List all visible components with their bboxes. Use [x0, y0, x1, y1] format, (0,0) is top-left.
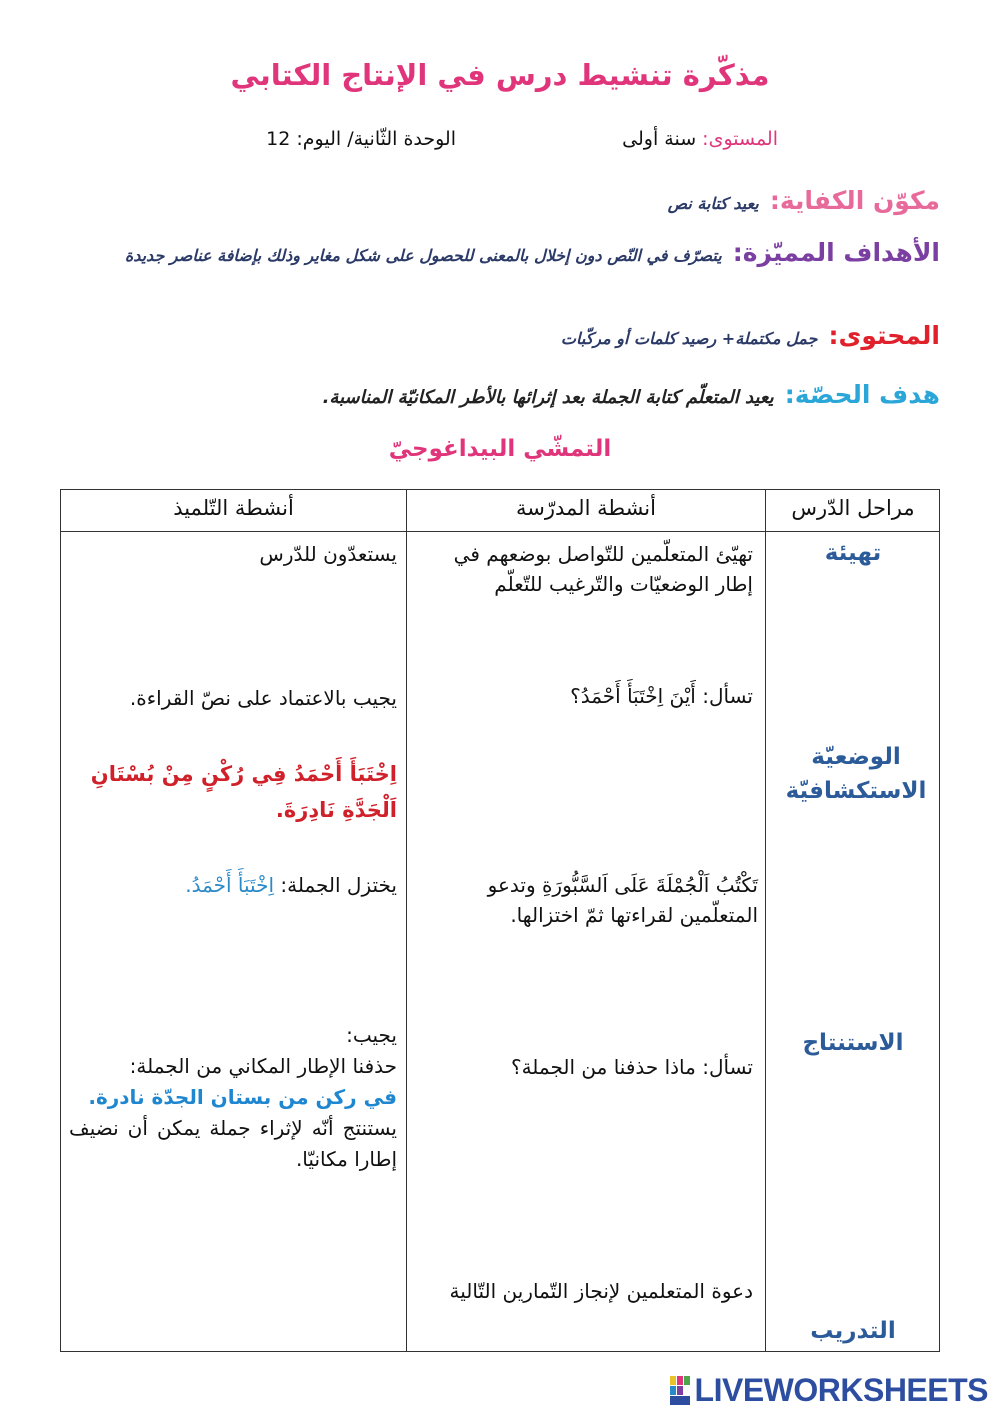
student-activity-ready: يستعدّون للدّرس: [259, 542, 397, 566]
deduction-conclusion: يستنتج أنّه لإثراء جملة يمكن أن نضيف إطارا مكانيّا.: [69, 1116, 397, 1171]
deduction-answer-intro: يجيب:: [346, 1023, 397, 1047]
level-value: سنة أولى: [622, 128, 703, 150]
stage-exploration: الوضعيّة الاستكشافيّة: [785, 744, 927, 804]
content-label: المحتوى:: [828, 321, 940, 350]
table-divider: [61, 531, 939, 532]
pedagogical-flow-title: التمشّي البيداغوجيّ: [388, 436, 612, 462]
student-activity-shorten: [69, 870, 397, 900]
teacher-activity-exercises: دعوة المتعلمين لإنجاز التّمارين التّالية: [449, 1279, 753, 1303]
goals-value: يتصرّف في النّص دون إخلال بالمعنى للحصول على شكل مغاير وذلك بإضافة عناصر جديدة: [124, 246, 722, 265]
student-activity-sentence: اِخْتَبَأَ أَحْمَدُ فِي رُكْنٍ مِنْ بُسْتَانِ اَلْجَدَّةِ نَادِرَةَ.: [90, 762, 397, 822]
goals-label: الأهداف المميّزة:: [732, 238, 940, 267]
lesson-table: [60, 489, 940, 1352]
deduction-answer-line: حذفنا الإطار المكاني من الجملة:: [129, 1054, 397, 1078]
session-goal-label: هدف الحصّة:: [784, 380, 940, 409]
teacher-activity-question: تسأل: أَيْنَ اِخْتَبَأَ أَحْمَدُ؟: [570, 684, 753, 708]
student-activity-answer: يجيب بالاعتماد على نصّ القراءة.: [129, 686, 397, 710]
level-line: [622, 128, 778, 150]
deduction-place-frame: في ركن من بستان الجدّة نادرة.: [88, 1085, 397, 1109]
stage-warmup: تهيئة: [824, 540, 882, 566]
header-teacher: أنشطة المدرّسة: [516, 496, 656, 520]
shorten-prefix: يختزل الجملة:: [274, 873, 397, 897]
teacher-activity-deduction-question: تسأل: ماذا حذفنا من الجملة؟: [510, 1055, 753, 1079]
competence-field: [668, 186, 940, 215]
session-goal-field: [323, 380, 940, 409]
content-field: [561, 321, 940, 350]
competence-label: مكوّن الكفاية:: [769, 186, 940, 215]
header-stages: مراحل الدّرس: [791, 496, 915, 520]
goals-field: [60, 236, 940, 273]
stage-training: التدريب: [810, 1318, 896, 1344]
header-student: أنشطة التّلميذ: [173, 496, 294, 520]
shorten-answer: اِخْتَبَأَ أَحْمَدُ.: [185, 873, 274, 897]
teacher-activity-warmup: تهيّئ المتعلّمين للتّواصل بوضعهم في إطار الوضعيّات والتّرغيب للتّعلّم: [453, 542, 753, 596]
teacher-activity-write-sentence: تَكْتُبُ اَلْجُمْلَةَ عَلَى اَلسَّبُّورَةِ وتدعو المتعلّمين لقراءتها ثمّ اختزالها.: [487, 873, 758, 927]
student-activity-deduction: [69, 1020, 397, 1175]
session-goal-value: يعيد المتعلّم كتابة الجملة بعد إثرائها بالأطر المكانيّة المناسبة.: [322, 387, 774, 408]
competence-value: يعيد كتابة نص: [667, 194, 759, 213]
table-divider: [765, 490, 766, 1351]
table-divider: [406, 490, 407, 1351]
unit-day-line: الوحدة الثّانية/ اليوم: 12: [266, 128, 456, 150]
liveworksheets-logo-icon: [670, 1376, 692, 1406]
liveworksheets-logo: [670, 1372, 988, 1409]
stage-deduction: الاستنتاج: [802, 1030, 904, 1056]
level-label: المستوى:: [702, 128, 778, 150]
content-value: جمل مكتملة+ رصيد كلمات أو مركّبات: [560, 329, 818, 348]
liveworksheets-logo-text: LIVEWORKSHEETS: [694, 1372, 988, 1408]
document-title: مذكّرة تنشيط درس في الإنتاج الكتابي: [230, 58, 770, 92]
